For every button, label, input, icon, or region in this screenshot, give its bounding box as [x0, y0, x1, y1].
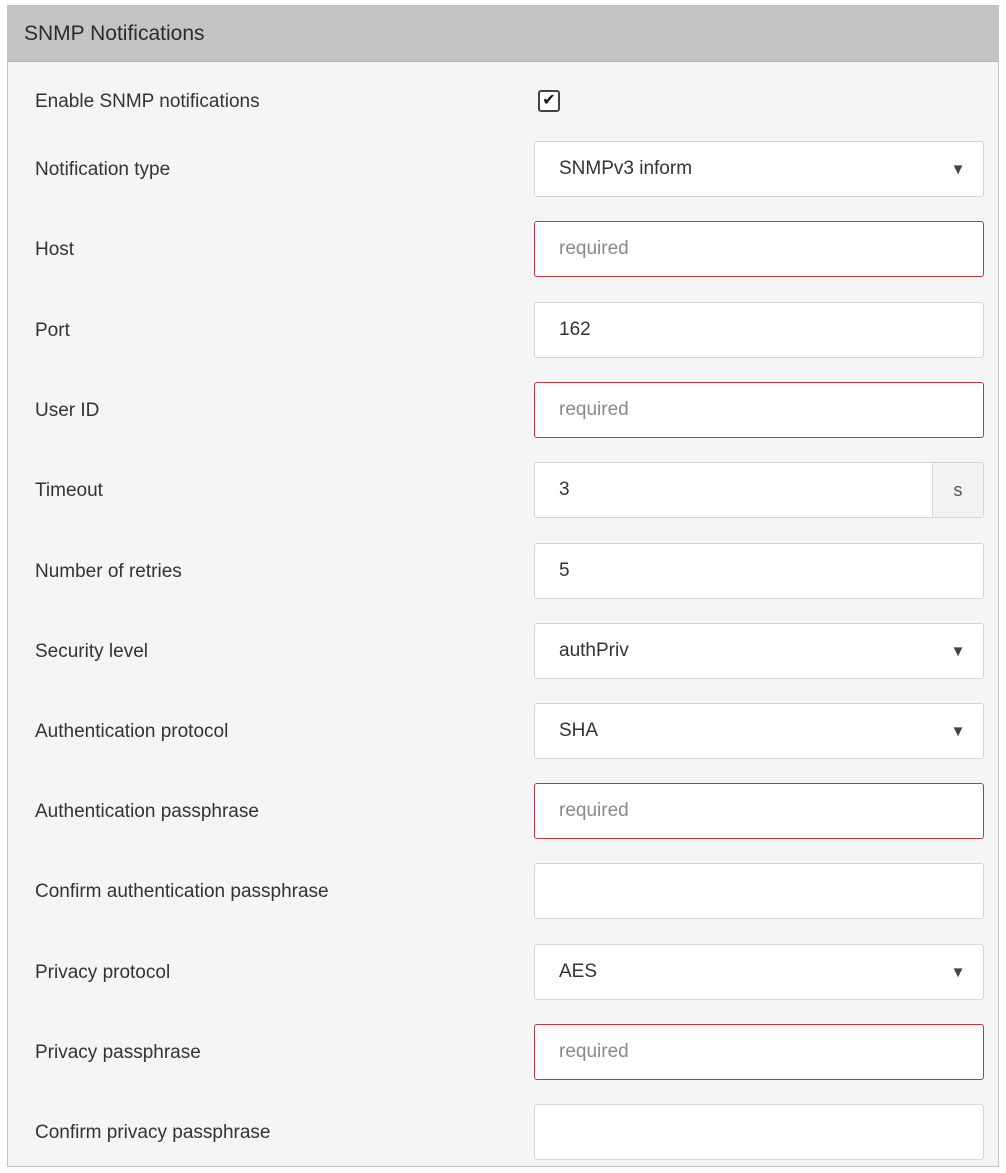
host-input[interactable]	[534, 221, 984, 277]
row-timeout	[8, 461, 998, 521]
user-id-input[interactable]	[534, 382, 984, 438]
security-level-select[interactable]	[534, 623, 984, 679]
user-id-placeholder: required	[559, 399, 629, 420]
enable-snmp-label: Enable SNMP notifications	[35, 91, 260, 112]
auth-protocol-select[interactable]	[534, 703, 984, 759]
user-id-label: User ID	[35, 400, 100, 421]
security-level-label: Security level	[35, 641, 148, 662]
confirm-auth-passphrase-label: Confirm authentication passphrase	[35, 881, 329, 902]
row-privacy-protocol	[8, 943, 998, 1003]
row-auth-protocol	[8, 702, 998, 762]
security-level-value: authPriv	[559, 640, 629, 661]
privacy-passphrase-input[interactable]	[534, 1024, 984, 1080]
privacy-protocol-value: AES	[559, 961, 598, 982]
row-confirm-privacy-passphrase	[8, 1103, 998, 1163]
retries-input[interactable]	[534, 543, 984, 599]
row-notification-type	[8, 140, 998, 200]
retries-label: Number of retries	[35, 561, 182, 582]
privacy-passphrase-label: Privacy passphrase	[35, 1042, 201, 1063]
row-port	[8, 301, 998, 361]
row-privacy-passphrase	[8, 1023, 998, 1083]
timeout-value: 3	[559, 479, 570, 500]
auth-passphrase-label: Authentication passphrase	[35, 801, 259, 822]
port-input[interactable]	[534, 302, 984, 358]
snmp-notifications-panel	[7, 5, 999, 1167]
row-user-id	[8, 381, 998, 441]
caret-down-icon: ▼	[950, 160, 966, 178]
host-placeholder: required	[559, 238, 629, 259]
row-host	[8, 220, 998, 280]
auth-protocol-value: SHA	[559, 720, 599, 741]
port-value: 162	[559, 319, 591, 340]
privacy-protocol-select[interactable]	[534, 944, 984, 1000]
row-enable-snmp	[8, 72, 998, 132]
notification-type-value: SNMPv3 inform	[559, 158, 693, 179]
enable-snmp-checkbox[interactable]	[538, 90, 560, 112]
port-label: Port	[35, 320, 70, 341]
timeout-unit-addon: s	[932, 463, 983, 517]
auth-passphrase-placeholder: required	[559, 800, 629, 821]
host-label: Host	[35, 239, 75, 260]
privacy-protocol-label: Privacy protocol	[35, 962, 171, 983]
auth-passphrase-input[interactable]	[534, 783, 984, 839]
auth-protocol-label: Authentication protocol	[35, 721, 229, 742]
notification-type-label: Notification type	[35, 159, 171, 180]
confirm-privacy-passphrase-label: Confirm privacy passphrase	[35, 1122, 271, 1143]
row-auth-passphrase	[8, 782, 998, 842]
panel-title: SNMP Notifications	[8, 6, 998, 62]
check-icon: ✔	[542, 92, 556, 109]
caret-down-icon: ▼	[950, 642, 966, 660]
timeout-label: Timeout	[35, 480, 103, 501]
caret-down-icon: ▼	[950, 722, 966, 740]
confirm-auth-passphrase-input[interactable]	[534, 863, 984, 919]
confirm-privacy-passphrase-input[interactable]	[534, 1104, 984, 1160]
row-confirm-auth-passphrase	[8, 862, 998, 922]
row-retries	[8, 542, 998, 602]
caret-down-icon: ▼	[950, 963, 966, 981]
notification-type-select[interactable]	[534, 141, 984, 197]
timeout-input[interactable]	[534, 462, 984, 518]
privacy-passphrase-placeholder: required	[559, 1041, 629, 1062]
row-security-level	[8, 622, 998, 682]
retries-value: 5	[559, 560, 570, 581]
